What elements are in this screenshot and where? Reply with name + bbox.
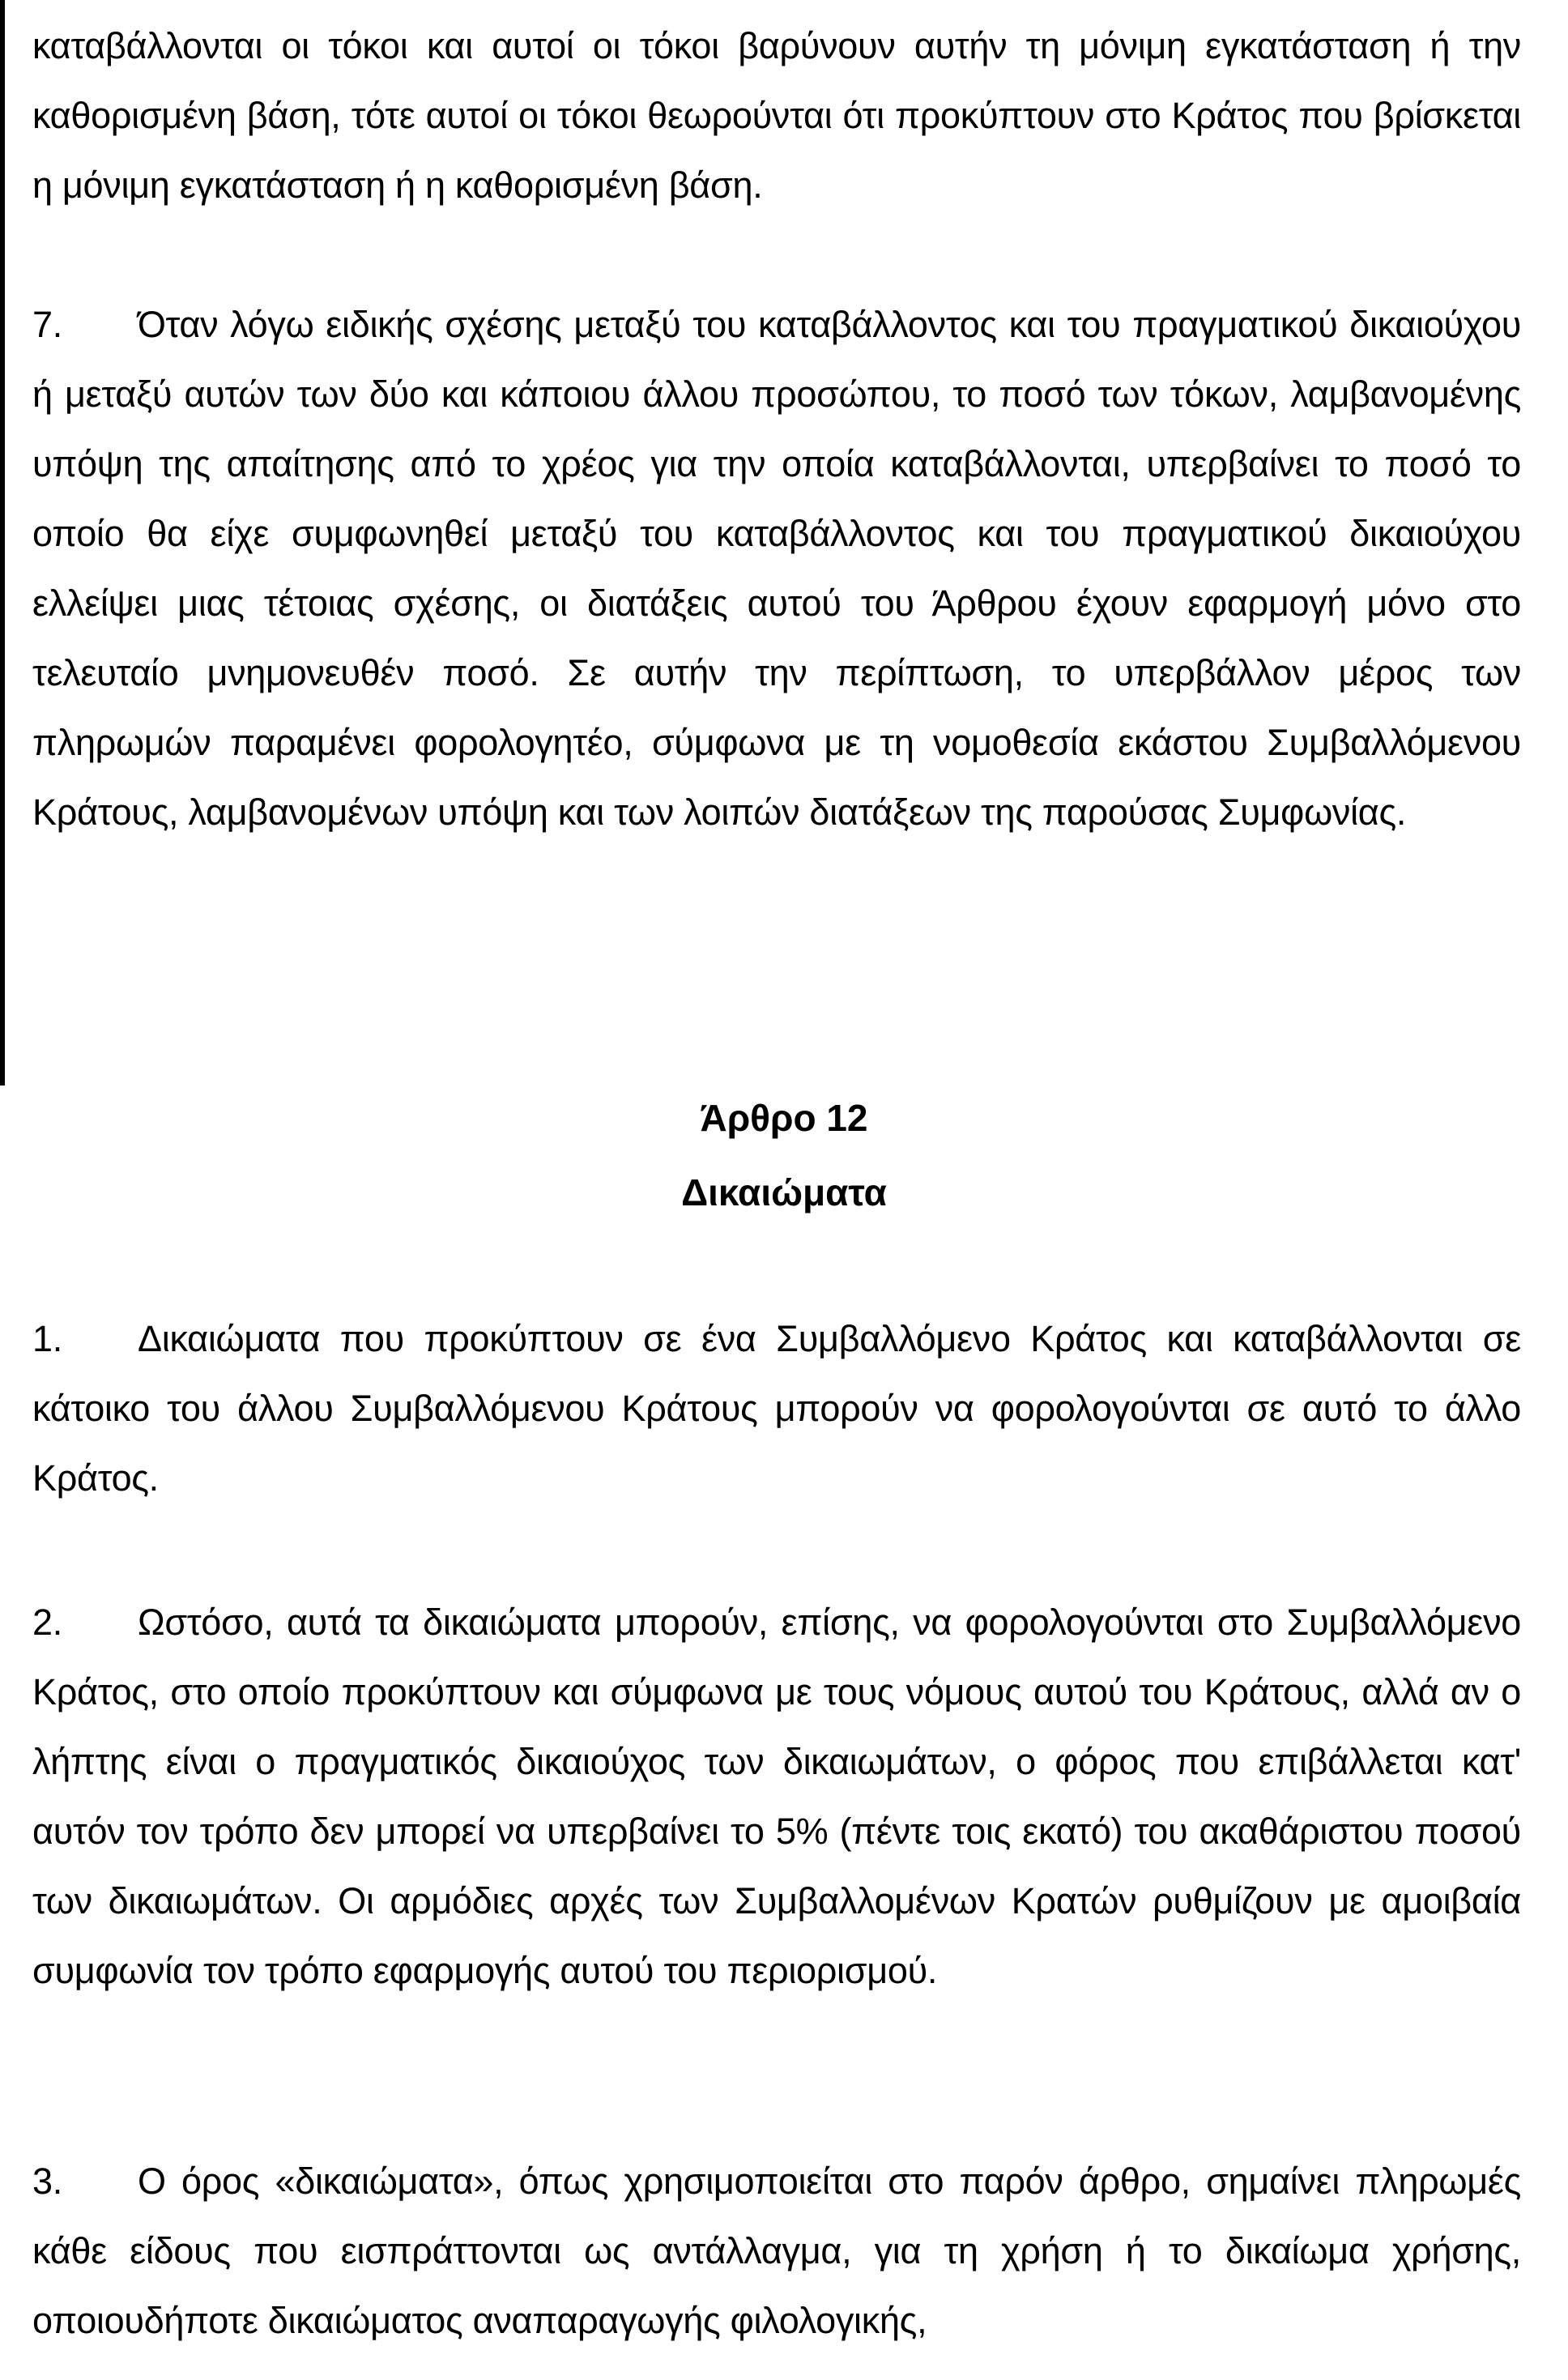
paragraph-7	[32, 290, 1521, 847]
paragraph-number: 7.	[32, 304, 62, 345]
article-title: Δικαιώματα	[681, 1171, 887, 1213]
paragraph-text: Ο όρος «δικαιώματα», όπως χρησιμοποιείται στο παρόν άρθρο, σημαίνει πληρωμές κάθε είδους που εισπράττονται ως αντάλλαγμα, για τη χρήση ή το δικαίωμα χρήσης, οποιουδήποτε δικαιώματος αναπαραγωγής φιλολογικής,	[32, 2160, 1521, 2341]
paragraph-number: 2.	[32, 1602, 62, 1643]
paragraph-3	[32, 2147, 1521, 2356]
paragraph-number: 1.	[32, 1318, 62, 1359]
article-heading: Άρθρο 12	[700, 1097, 868, 1139]
paragraph-text: Όταν λόγω ειδικής σχέσης μεταξύ του καταβάλλοντος και του πραγματικού δικαιούχου ή μεταξύ αυτών των δύο και κάποιου άλλου προσώπου, το ποσό των τόκων, λαμβανομένης υπόψη της απαίτησης από το χρέος για την οποία καταβάλλονται, υπερβαίνει το ποσό το οποίο θα είχε συμφωνηθεί μεταξύ του καταβάλλοντος και του πραγματικού δικαιούχου ελλείψει μιας τέτοιας σχέσης, οι διατάξεις αυτού του Άρθρου έχουν εφαρμογή μόνο στο τελευταίο μνημονευθέν ποσό. Σε αυτήν την περίπτωση, το υπερβάλλον μέρος των πληρωμών παραμένει φορολογητέο, σύμφωνα με τη νομοθεσία εκάστου Συμβαλλόμενου Κράτους, λαμβανομένων υπόψη και των λοιπών διατάξεων της παρούσας Συμφωνίας.	[32, 304, 1521, 833]
paragraph-2	[32, 1588, 1521, 2006]
paragraph-text: Ωστόσο, αυτά τα δικαιώματα μπορούν, επίσης, να φορολογούνται στο Συμβαλλόμενο Κράτος, στο οποίο προκύπτουν και σύμφωνα με τους νόμους αυτού του Κράτους, αλλά αν ο λήπτης είναι ο πραγματικός δικαιούχος των δικαιωμάτων, ο φόρος που επιβάλλεται κατ' αυτόν τον τρόπο δεν μπορεί να υπερβαίνει το 5% (πέντε τοις εκατό) του ακαθάριστου ποσού των δικαιωμάτων. Οι αρμόδιες αρχές των Συμβαλλομένων Κρατών ρυθμίζουν με αμοιβαία συμφωνία τον τρόπο εφαρμογής αυτού του περιορισμού.	[32, 1602, 1521, 1991]
margin-rule	[0, 0, 5, 1086]
paragraph-text: Δικαιώματα που προκύπτουν σε ένα Συμβαλλόμενο Κράτος και καταβάλλονται σε κάτοικο του άλλου Συμβαλλόμενου Κράτους μπορούν να φορολογούνται σε αυτό το άλλο Κράτος.	[32, 1318, 1521, 1499]
paragraph-number: 3.	[32, 2160, 62, 2202]
paragraph-1	[32, 1304, 1521, 1513]
continuation-paragraph: καταβάλλονται οι τόκοι και αυτοί οι τόκοι βαρύνουν αυτήν τη μόνιμη εγκατάσταση ή την καθορισμένη βάση, τότε αυτοί οι τόκοι θεωρούνται ότι προκύπτουν στο Κράτος που βρίσκεται η μόνιμη εγκατάσταση ή η καθορισμένη βάση.	[32, 25, 1521, 206]
